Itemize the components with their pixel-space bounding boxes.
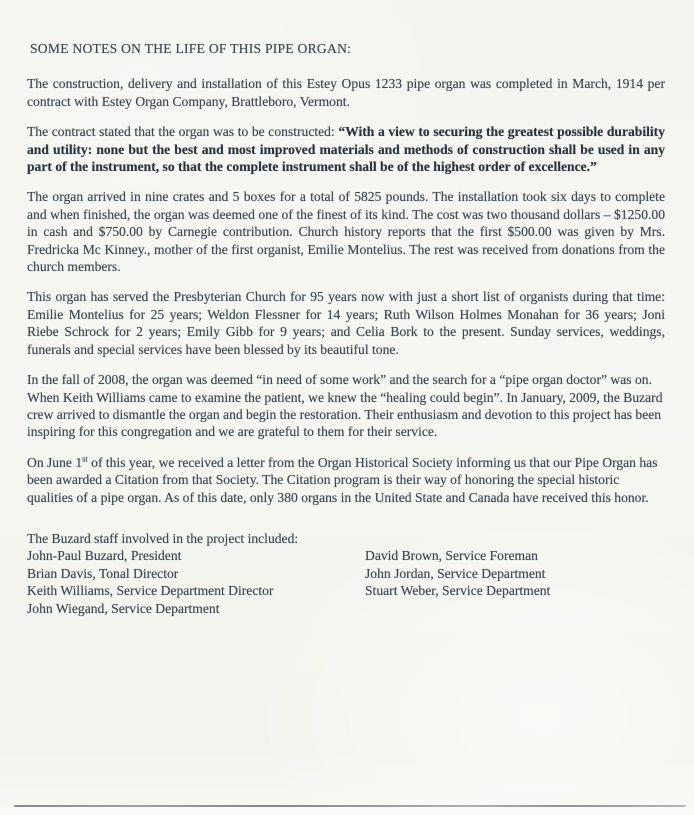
staff-member: John Wiegand, Service Department <box>27 600 220 616</box>
paragraph-construction: The construction, delivery and installation of this Estey Opus 1233 pipe organ was completed in March, 1914 per contract with Estey Organ Company, Brattleboro, Vermont. <box>27 76 665 109</box>
staff-member: Keith Williams, Service Department Director <box>27 583 274 599</box>
citation-text-after-superscript: of this year, we received a letter from the Organ Historical Society informing us that our Pipe Organ has been awarded a Citation from that Society. The Citation program is their way of honoring the special historic qualities of a pipe organ. As of this date, only 380 organs in the United State and Canada have received this honor. <box>27 454 658 505</box>
contract-quote-bold: “With a view to securing the greatest possible durability and utility: none but the best and most improved materials and methods of construction shall be used in any part of the instrument, so that the complete instrument shall be of the highest order of excellence.” <box>27 124 665 175</box>
staff-list-section <box>27 530 665 617</box>
staff-member: John-Paul Buzard, President <box>27 548 182 564</box>
paragraph-citation <box>27 454 665 506</box>
contract-intro-text: The contract stated that the organ was to be constructed: <box>27 124 339 140</box>
paragraph-organists-history: This organ has served the Presbyterian Church for 95 years now with just a short list of organists during that time: Emilie Montelius for 25 years; Weldon Flessner for 14 years; Ruth Wilson Holmes Monahan for 36 years; Joni Riebe Schrock for 2 years; Emily Gibb for 9 years; and Celia Bork to the present. Sunday services, weddings, funerals and special services have been blessed by its beautiful tone. <box>27 289 665 357</box>
paragraph-arrival-cost: The organ arrived in nine crates and 5 boxes for a total of 5825 pounds. The installation took six days to complete and when finished, the organ was deemed one of the finest of its kind. The cost was two thousand dollars – $1250.00 in cash and $750.00 by Carnegie contribution. Church history reports that the first $500.00 was given by Mrs. Fredricka Mc Kinney., mother of the first organist, Emilie Montelius. The rest was received from donations from the church members. <box>27 189 665 275</box>
staff-member: Brian Davis, Tonal Director <box>27 565 179 581</box>
paragraph-restoration: In the fall of 2008, the organ was deemed “in need of some work” and the search for a “pipe organ doctor” was on. When Keith Williams came to examine the patient, we knew the “healing could begin”. In January, 2009, the Buzard crew arrived to dismantle the organ and begin the restoration. Their enthusiasm and devotion to this project has been inspiring for this congregation and we are grateful to them for their service. <box>27 372 663 440</box>
staff-empty-cell <box>365 600 665 617</box>
staff-two-column-list <box>27 547 665 617</box>
document-title: SOME NOTES ON THE LIFE OF THIS PIPE ORGAN: <box>30 41 352 56</box>
ordinal-superscript: st <box>82 453 88 464</box>
staff-list-heading: The Buzard staff involved in the project included: <box>27 530 299 546</box>
document-body <box>27 40 665 617</box>
staff-member: David Brown, Service Foreman <box>365 548 538 564</box>
scan-area-below-page <box>0 807 694 815</box>
staff-member: Stuart Weber, Service Department <box>365 583 551 599</box>
citation-text-before-superscript: On June 1 <box>27 454 83 470</box>
paragraph-contract <box>27 123 665 175</box>
staff-member: John Jordan, Service Department <box>365 565 546 581</box>
